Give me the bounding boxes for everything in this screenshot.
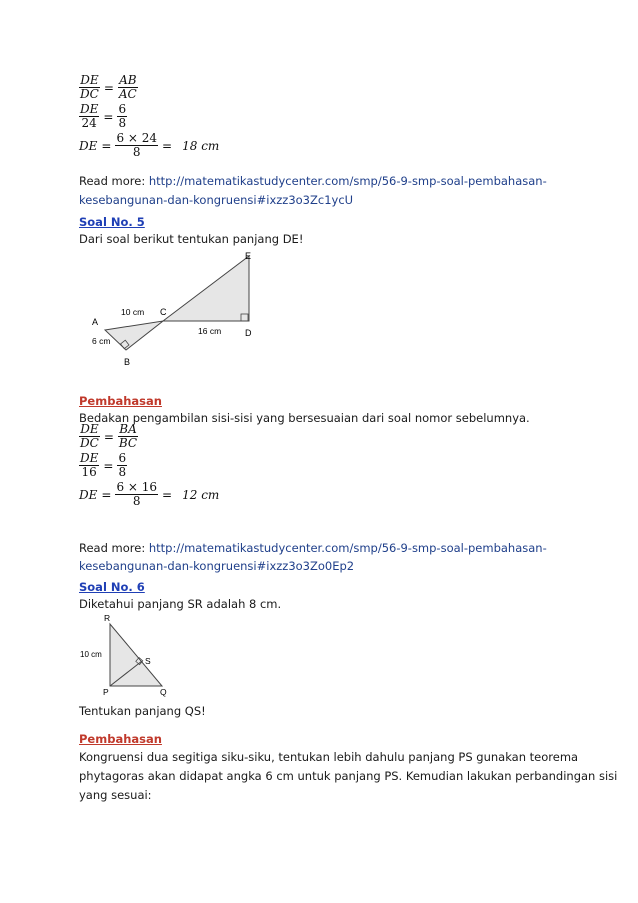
label-10cm: 10 cm: [80, 650, 102, 659]
label-p: P: [103, 687, 109, 697]
triangle-abc: [105, 321, 163, 350]
soal-6-pembahasan-line-1: Kongruensi dua segitiga siku-siku, tentukan lebih dahulu panjang PS gunakan teorema: [79, 750, 579, 764]
soal-6-question: Diketahui panjang SR adalah 8 cm.: [79, 597, 282, 611]
read-more-label: Read more:: [79, 541, 146, 555]
label-10cm: 10 cm: [121, 307, 145, 317]
read-more-link[interactable]: http://matematikastudycenter.com/smp/56-9-smp-soal-pembahasan-: [148, 174, 547, 188]
read-more-link-cont[interactable]: kesebangunan-dan-kongruensi#ixzz3o3Zc1ycU: [79, 193, 354, 207]
soal-5-equation-1: $\frac{DE}{DC}$ = $\frac{BA}{BC}$: [80, 422, 138, 450]
equation-1: $\frac{DE}{DC}$ = $\frac{AB}{AC}$: [80, 73, 137, 101]
label-q: Q: [160, 687, 167, 697]
soal-5-pembahasan-heading: Pembahasan: [79, 394, 162, 408]
soal-6-question-2: Tentukan panjang QS!: [79, 704, 206, 718]
label-r: R: [104, 613, 111, 623]
soal-6-pembahasan-line-3: yang sesuai:: [79, 788, 152, 802]
equation-2: $\frac{DE}{24}$ = $\frac{6}{8}$: [80, 102, 127, 130]
read-more-2-cont: [79, 557, 354, 576]
label-16cm: 16 cm: [198, 326, 222, 336]
label-d: D: [245, 328, 252, 338]
read-more-1: [79, 172, 547, 191]
label-a: A: [92, 317, 99, 327]
read-more-link[interactable]: http://matematikastudycenter.com/smp/56-9-smp-soal-pembahasan-: [148, 541, 547, 555]
read-more-label: Read more:: [79, 174, 146, 188]
soal-5-figure: [88, 248, 268, 373]
soal-5-equation-3: DE = $\frac{6 \times 16}{8}$ = 12 cm: [79, 480, 220, 508]
soal-6-heading[interactable]: Soal No. 6: [79, 580, 145, 594]
read-more-2: [79, 539, 547, 558]
triangle-cde: [163, 256, 249, 321]
triangle-pqr: [110, 624, 162, 686]
soal-6-pembahasan-heading: Pembahasan: [79, 732, 162, 746]
equation-3: DE = $\frac{6 \times 24}{8}$ = 18 cm: [79, 131, 220, 159]
soal-5-equation-2: $\frac{DE}{16}$ = $\frac{6}{8}$: [80, 451, 127, 479]
read-more-link-cont[interactable]: kesebangunan-dan-kongruensi#ixzz3o3Zo0Ep2: [79, 559, 355, 573]
label-6cm: 6 cm: [92, 336, 111, 346]
label-c: C: [160, 307, 167, 317]
soal-5-question: Dari soal berikut tentukan panjang DE!: [79, 232, 304, 246]
label-s: S: [145, 656, 151, 666]
soal-5-pembahasan-text: Bedakan pengambilan sisi-sisi yang bersesuaian dari soal nomor sebelumnya.: [79, 411, 530, 425]
soal-5-heading[interactable]: Soal No. 5: [79, 215, 145, 229]
label-e: E: [245, 251, 252, 261]
read-more-1-cont: [79, 191, 353, 210]
soal-6-figure: [78, 612, 178, 702]
soal-6-pembahasan-line-2: phytagoras akan didapat angka 6 cm untuk panjang PS. Kemudian lakukan perbandingan sisi: [79, 769, 618, 783]
label-b: B: [124, 357, 131, 367]
